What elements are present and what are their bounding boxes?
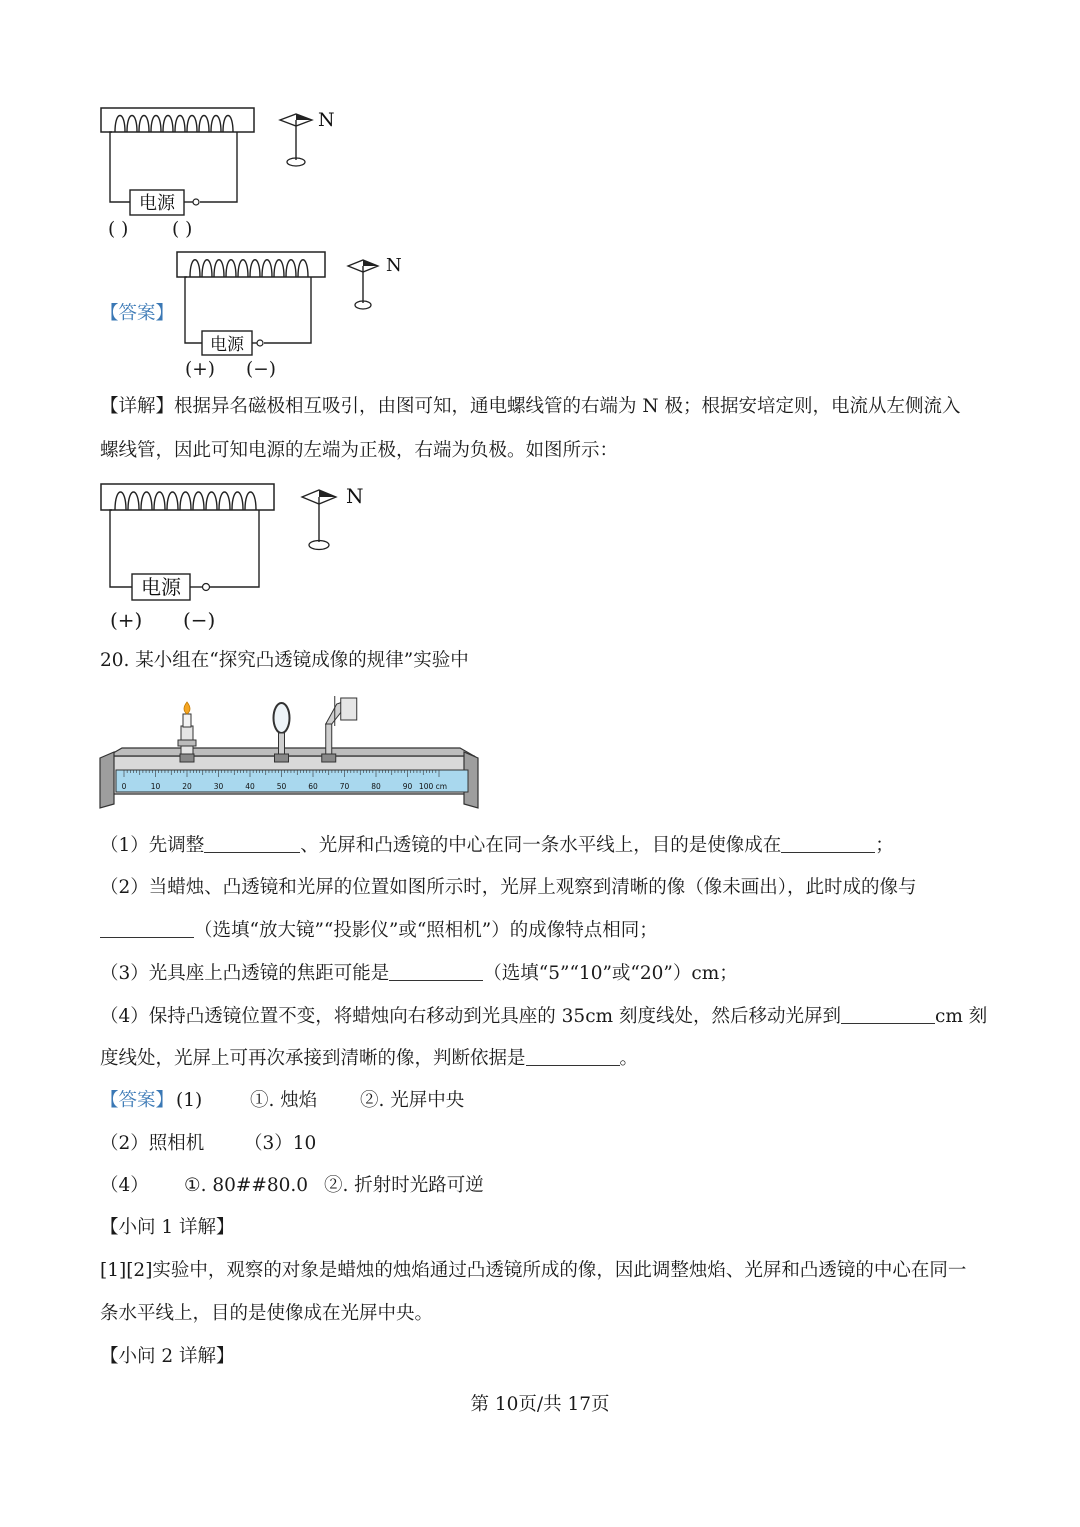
part-4-text-a: （4）保持凸透镜位置不变，将蜡烛向右移动到光具座的 35cm 刻度线处，然后移动光屏到 [100,1006,841,1027]
sub-question-1-line-2: 条水平线上，目的是使像成在光屏中央。 [100,1303,434,1324]
scale-tick-label: 80 [371,782,381,791]
part-1-text-b: 、光屏和凸透镜的中心在同一条水平线上，目的是使像成在 [300,835,782,856]
compass-needle-detail [300,484,380,554]
scale-tick-label: 20 [182,782,192,791]
candle [178,702,196,762]
answer-1-number: (1) [176,1090,203,1111]
detail-line-2: 螺线管，因此可知电源的左端为正极，右端为负极。如图所示： [100,440,619,461]
answer-1-first: ①. 烛焰 [250,1090,318,1111]
scale-tick-label: 40 [245,782,255,791]
answer-3: （3）10 [244,1133,317,1154]
part-3 [100,962,738,985]
part-1-text-c: ； [875,835,894,856]
power-source-label: 电源 [210,335,244,355]
sub-question-2-tag: 【小问 2 详解】 [100,1346,235,1367]
part-4-text-c: 度线处，光屏上可再次承接到清晰的像，判断依据是 [100,1048,526,1069]
scale-tick-label: 100 cm [418,782,448,791]
scale-tick-label: 70 [339,782,350,791]
positive-terminal-label: (+) [110,608,143,632]
compass-needle-answer [346,255,416,315]
answer-2: （2）照相机 [100,1133,205,1154]
part-1-blank-1[interactable] [204,834,300,853]
detail-line-1: 根据异名磁极相互吸引，由图可知，通电螺线管的右端为 N 极；根据安培定则，电流从左侧流入 [174,396,961,417]
part-4-blank-1[interactable] [841,1005,935,1024]
north-pole-label: N [346,484,364,508]
part-4-line-2 [100,1047,638,1070]
left-pole-blank: ( ) [108,219,129,240]
compass-needle-figure [278,108,348,170]
scale-tick-label: 60 [308,782,318,791]
part-1 [100,834,894,857]
page-number: 第 10页/共 17页 [470,1394,610,1415]
north-pole-label: N [386,255,402,276]
detail-tag: 【详解】 [100,396,175,417]
part-4-blank-2[interactable] [526,1047,620,1066]
positive-terminal-label: (+) [185,359,215,380]
answer-tag: 【答案】 [100,303,175,324]
solenoid-circuit-detail-figure [98,478,298,608]
answer-4-second: ②. 折射时光路可逆 [324,1175,484,1196]
part-1-text-a: （1）先调整 [100,835,205,856]
negative-terminal-label: (−) [183,608,216,632]
answer-4-first: ①. 80##80.0 [184,1175,309,1196]
part-1-blank-2[interactable] [781,834,875,853]
part-2-blank[interactable] [100,919,194,938]
power-source-label: 电源 [141,575,181,599]
part-3-blank[interactable] [389,962,483,981]
part-4-text-b: cm 刻 [934,1006,988,1027]
solenoid-circuit-answer-figure [174,246,334,366]
part-2-text: （选填“放大镜”“投影仪”或“照相机”）的成像特点相同； [194,920,658,941]
part-2-line-1: （2）当蜡烛、凸透镜和光屏的位置如图所示时，光屏上观察到清晰的像（像未画出），此时成的像与 [100,877,917,898]
optical-bench-figure [98,696,484,811]
answer-1-second: ②. 光屏中央 [360,1090,465,1111]
scale-tick-label: 10 [150,782,161,791]
right-pole-blank: ( ) [172,219,193,240]
north-pole-label: N [318,109,335,131]
question-20-title: 20. 某小组在“探究凸透镜成像的规律”实验中 [100,650,469,671]
part-3-text-b: （选填“5”“10”或“20”）cm； [483,963,738,984]
scale-tick-label: 90 [402,782,413,791]
part-2-line-2 [100,919,658,942]
negative-terminal-label: (−) [246,359,276,380]
answer-tag: 【答案】 [100,1090,175,1111]
scale-tick-label: 50 [276,782,287,791]
sub-question-1-tag: 【小问 1 详解】 [100,1217,235,1238]
detail-paragraph [100,396,960,418]
scale-tick-label: 30 [213,782,224,791]
sub-question-1-line-1: [1][2]实验中，观察的对象是蜡烛的烛焰通过凸透镜所成的像，因此调整烛焰、光屏和凸透镜的中心在同一 [100,1260,967,1281]
part-4-text-d: 。 [619,1048,639,1069]
part-3-text-a: （3）光具座上凸透镜的焦距可能是 [100,963,390,984]
answer-4-number: （4） [100,1175,149,1196]
part-4-line-1 [100,1005,987,1028]
power-source-label: 电源 [139,193,175,214]
scale-tick-label: 0 [121,782,127,791]
